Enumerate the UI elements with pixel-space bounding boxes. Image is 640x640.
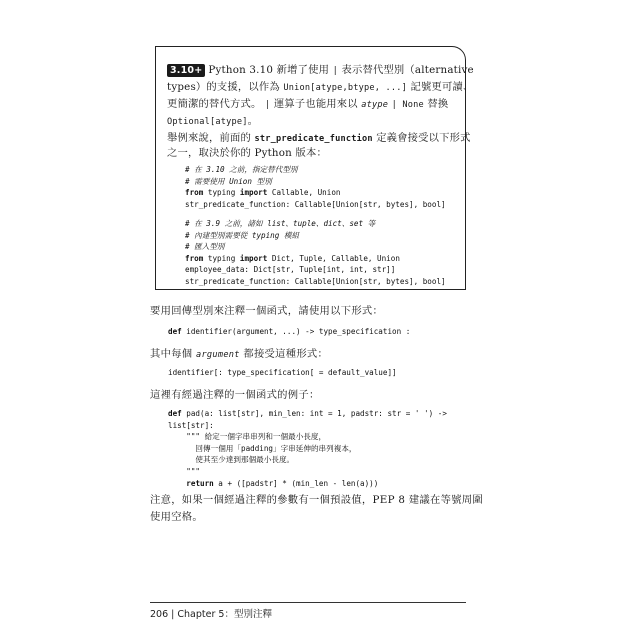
note-para-line-2: 之一，取決於你的 Python 版本： (167, 147, 327, 159)
code-line: # 在 3.10 之前，指定替代型別 (185, 165, 298, 174)
code-line: """ 給定一個字串串列和一個最小長度， (168, 432, 327, 442)
body-paragraph-4-line-2: 使用空格。 (150, 511, 203, 523)
footer-separator: | (171, 609, 175, 620)
body-paragraph-2: 其中每個 argument 都接受這種形式： (150, 348, 329, 360)
pad-function-code (168, 408, 447, 489)
note-code-block-2 (185, 218, 446, 288)
page-number: 206 (150, 609, 169, 620)
code-line: str_predicate_function: Callable[Union[str, bytes], bool] (185, 276, 446, 286)
body-paragraph-3: 這裡有經過注釋的一個函式的例子： (150, 389, 320, 401)
code-line: employee_data: Dict[str, Tuple[int, int, str]] (185, 265, 396, 275)
code-line: from typing import Dict, Tuple, Callable, Union (185, 253, 400, 263)
code-line: def pad(a: list[str], min_len: int = 1, padstr: str = ' ') -> (168, 409, 447, 418)
chapter-title: Chapter 5：型別注釋 (177, 609, 272, 620)
page-footer (150, 606, 272, 620)
version-badge: 3.10+ (167, 64, 205, 77)
code-line: """ (168, 466, 201, 476)
note-line-1: 3.10+ Python 3.10 新增了使用 | 表示替代型別（alternative (167, 62, 459, 80)
note-line-3: 更簡潔的替代方式。 | 運算子也能用來以 atype | None 替換 (167, 98, 449, 110)
note-line-4: Optional[atype]。 (167, 115, 259, 127)
code-line: # 在 3.9 之前，諸如 list、tuple、dict、set 等 (185, 219, 376, 228)
argument-annotation-syntax: identifier[: type_specification[ = default_value]] (168, 368, 397, 377)
body-paragraph-1: 要用回傳型別來注釋一個函式，請使用以下形式： (150, 305, 384, 317)
note-code-block-1 (185, 164, 446, 210)
code-line: # 匯入型別 (185, 242, 225, 252)
footer-rule (150, 602, 466, 603)
code-line: list[str]: (168, 420, 214, 430)
code-line: 回傳一個用「padding」字串延伸的串列複本， (168, 443, 357, 453)
code-line: return a + ([padstr] * (min_len - len(a))) (186, 478, 379, 488)
code-line: from typing import Callable, Union (185, 188, 341, 198)
code-line: 使其至少達到那個最小長度。 (168, 455, 295, 465)
note-line-2: types）的支援，以作為 Union[atype,btype, ...] 記號更可讀、 (167, 81, 474, 93)
code-line: # 內建型別需要從 typing 模組 (185, 230, 300, 240)
code-line: # 需要使用 Union 型別 (185, 176, 272, 186)
return-annotation-syntax: def identifier(argument, ...) -> type_specification : (168, 327, 411, 336)
code-line: str_predicate_function: Callable[Union[str, bytes], bool] (185, 199, 446, 209)
body-paragraph-4-line-1: 注意，如果一個經過注釋的參數有一個預設值，PEP 8 建議在等號周圍 (150, 494, 483, 506)
note-para-line-1: 舉例來說，前面的 str_predicate_function 定義會接受以下形式 (167, 132, 471, 144)
